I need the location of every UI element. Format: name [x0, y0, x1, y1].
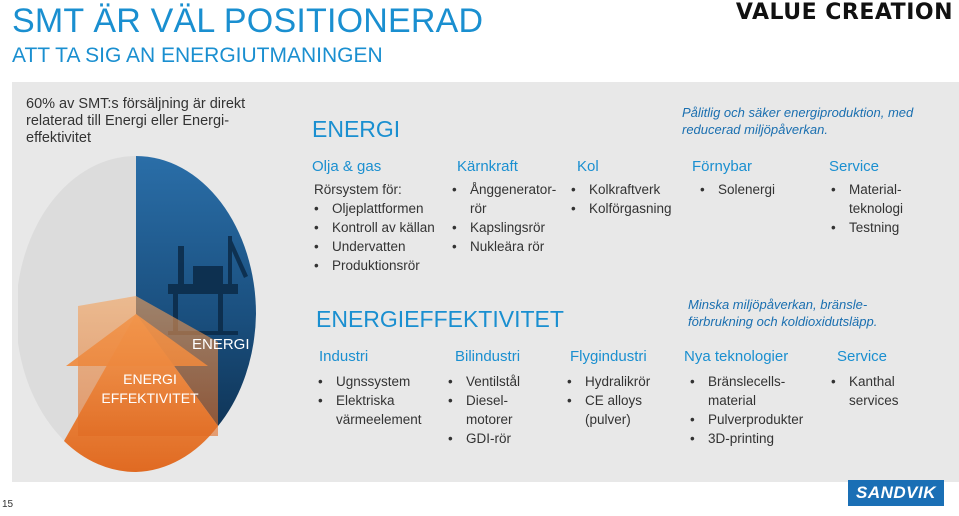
pie-label-energy: ENERGI [192, 336, 250, 353]
intro-text: 60% av SMT:s försäljning är direkt relaterad till Energi eller Energi-effektivitet [26, 96, 246, 146]
pie-label-efficiency-line2: EFFEKTIVITET [101, 390, 199, 406]
list-item: • Kapslingsrör [452, 218, 556, 237]
efficiency-section-title: ENERGIEFFEKTIVITET [316, 306, 564, 332]
energy-col-service-list [831, 180, 903, 237]
list-item: • Undervatten [314, 237, 435, 256]
list-item-continuation: rör [470, 201, 487, 216]
energy-col-coal-header: Kol [577, 158, 599, 175]
page-subtitle: ATT TA SIG AN ENERGIUTMANINGEN [12, 44, 383, 67]
list-item: • Produktionsrör [314, 256, 435, 275]
page-title: SMT ÄR VÄL POSITIONERAD [12, 2, 484, 40]
pie-label-efficiency-line1: ENERGI [123, 371, 177, 387]
energy-col-oil-gas-list [314, 180, 435, 275]
list-item: • Bränslecells- [690, 372, 803, 391]
list-item: • Elektriska [318, 391, 422, 410]
list-item-continuation: material [708, 393, 757, 408]
efficiency-section-note: Minska miljöpåverkan, bränsle-förbrukning och koldioxidutsläpp. [688, 297, 878, 329]
list-item-continuation: teknologi [849, 201, 904, 216]
list-item: • Kolkraftverk [571, 180, 672, 199]
list-item: • Hydralikrör [567, 372, 650, 391]
list-item: • Testning [831, 218, 903, 237]
value-creation-logo: VALUE CREATION [735, 0, 953, 25]
energy-col-renewable-list [700, 180, 775, 199]
list-item: • Kanthal [831, 372, 899, 391]
list-item: • Pulverprodukter [690, 410, 803, 429]
eff-col-automotive-header: Bilindustri [455, 348, 521, 365]
energy-col-renewable-header: Förnybar [692, 158, 753, 175]
page-number: 15 [2, 499, 14, 510]
energy-section-note: Pålitlig och säker energiproduktion, med reducerad miljöpåverkan. [682, 105, 914, 137]
list-item: • 3D-printing [690, 429, 803, 448]
list-item: • Oljeplattformen [314, 199, 435, 218]
eff-col-service-list [831, 372, 899, 410]
list-item-continuation: motorer [466, 412, 513, 427]
list-item: • Material- [831, 180, 903, 199]
eff-col-aerospace-list [567, 372, 650, 429]
eff-col-new-tech-header: Nya teknologier [684, 348, 789, 365]
list-lead: Rörsystem för: [314, 182, 402, 197]
list-item: • Ugnssystem [318, 372, 422, 391]
eff-col-automotive-list [448, 372, 520, 448]
eff-col-aerospace-header: Flygindustri [570, 348, 647, 365]
energy-col-coal-list [571, 180, 672, 218]
list-item: • Ånggenerator- [452, 180, 556, 199]
list-item-continuation: värmeelement [336, 412, 422, 427]
eff-col-new-tech-list [690, 372, 803, 448]
list-item: • Kontroll av källan [314, 218, 435, 237]
list-item: • Solenergi [700, 180, 775, 199]
list-item: • Diesel- [448, 391, 520, 410]
sandvik-logo: SANDVIK [848, 480, 944, 506]
energy-col-nuclear-list [452, 180, 556, 256]
list-item: • CE alloys [567, 391, 650, 410]
list-item: • Nukleära rör [452, 237, 556, 256]
eff-col-industry-header: Industri [319, 348, 369, 365]
eff-col-industry-list [318, 372, 422, 429]
list-item-continuation: services [849, 393, 899, 408]
energy-col-service-header: Service [829, 158, 880, 175]
energy-section-title: ENERGI [312, 116, 401, 142]
list-item: • Kolförgasning [571, 199, 672, 218]
list-item: • GDI-rör [448, 429, 520, 448]
pie-label-efficiency [90, 370, 210, 408]
list-item: • Ventilstål [448, 372, 520, 391]
energy-share-pie [18, 156, 308, 476]
list-item-continuation: (pulver) [585, 412, 631, 427]
eff-col-service-header: Service [837, 348, 888, 365]
energy-col-oil-gas-header: Olja & gas [312, 158, 382, 175]
energy-col-nuclear-header: Kärnkraft [457, 158, 518, 175]
